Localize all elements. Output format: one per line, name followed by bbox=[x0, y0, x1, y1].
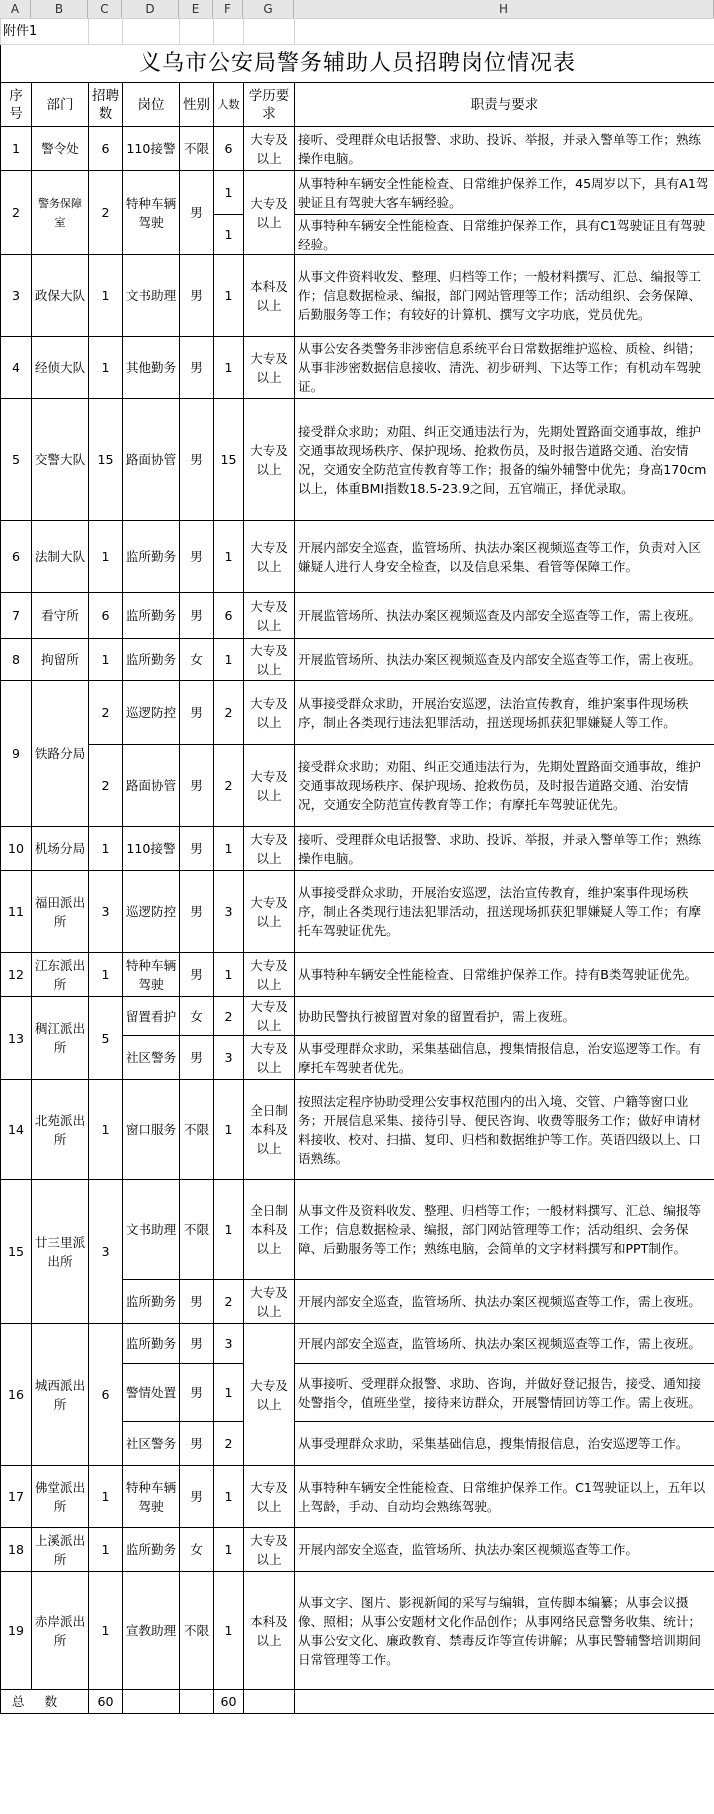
seq-cell[interactable]: 4 bbox=[1, 337, 32, 399]
duty-cell[interactable]: 开展监管场所、执法办案区视频巡查及内部安全巡查等工作，需上夜班。 bbox=[295, 593, 714, 639]
count-cell[interactable]: 1 bbox=[214, 639, 244, 681]
post-cell[interactable]: 社区警务 bbox=[123, 1422, 180, 1466]
edu-cell[interactable]: 大专及以上 bbox=[244, 1324, 295, 1466]
post-cell[interactable]: 路面协管 bbox=[123, 745, 180, 827]
edu-cell[interactable]: 大专及以上 bbox=[244, 521, 295, 593]
recruit-cell[interactable]: 1 bbox=[89, 521, 123, 593]
edu-cell[interactable]: 大专及以上 bbox=[244, 593, 295, 639]
recruit-cell[interactable]: 1 bbox=[89, 1080, 123, 1180]
count-cell[interactable]: 3 bbox=[214, 871, 244, 953]
column-header-d[interactable]: D bbox=[122, 0, 179, 18]
recruit-cell[interactable]: 15 bbox=[89, 399, 123, 521]
seq-cell[interactable]: 10 bbox=[1, 827, 32, 871]
total-label[interactable]: 总数 bbox=[1, 1690, 89, 1714]
count-cell[interactable]: 6 bbox=[214, 593, 244, 639]
post-cell[interactable]: 监所勤务 bbox=[123, 1324, 180, 1364]
dept-cell[interactable]: 机场分局 bbox=[32, 827, 89, 871]
duty-cell[interactable]: 从事特种车辆安全性能检查、日常维护保养工作。C1驾驶证以上，五年以上驾龄，手动、自动均会熟练驾驶。 bbox=[295, 1466, 714, 1528]
empty-cell[interactable] bbox=[244, 19, 295, 45]
gender-cell[interactable]: 不限 bbox=[180, 127, 214, 171]
table-row bbox=[1, 521, 714, 593]
post-cell[interactable]: 社区警务 bbox=[123, 1036, 180, 1080]
gender-cell[interactable]: 不限 bbox=[180, 1180, 214, 1280]
empty-cell[interactable] bbox=[123, 19, 180, 45]
post-cell[interactable]: 留置看护 bbox=[123, 997, 180, 1036]
count-cell[interactable]: 15 bbox=[214, 399, 244, 521]
post-cell[interactable]: 监所勤务 bbox=[123, 521, 180, 593]
dept-cell[interactable]: 法制大队 bbox=[32, 521, 89, 593]
recruitment-table bbox=[0, 18, 714, 1714]
duty-cell[interactable]: 按照法定程序协助受理公安事权范围内的出入境、交管、户籍等窗口业务；开展信息采集、接待引导、便民咨询、收费等服务工作；做好申请材料接收、校对、扫描、复印、归档和数据维护等工作。英语四级以上、口语熟练。 bbox=[295, 1080, 714, 1180]
count-cell[interactable]: 1 bbox=[214, 1466, 244, 1528]
gender-cell[interactable]: 男 bbox=[180, 681, 214, 745]
gender-cell[interactable]: 男 bbox=[180, 1466, 214, 1528]
post-cell[interactable]: 特种车辆驾驶 bbox=[123, 1466, 180, 1528]
count-cell[interactable]: 1 bbox=[214, 1180, 244, 1280]
empty-cell[interactable] bbox=[214, 19, 244, 45]
table-row bbox=[1, 639, 714, 681]
dept-cell[interactable]: 廿三里派出所 bbox=[32, 1180, 89, 1324]
gender-cell[interactable]: 男 bbox=[180, 521, 214, 593]
empty-cell[interactable] bbox=[89, 19, 123, 45]
gender-cell[interactable]: 男 bbox=[180, 827, 214, 871]
seq-cell[interactable]: 2 bbox=[1, 171, 32, 255]
post-cell[interactable]: 警情处置 bbox=[123, 1364, 180, 1422]
duty-cell[interactable]: 从事特种车辆安全性能检查、日常维护保养工作。持有B类驾驶证优先。 bbox=[295, 953, 714, 997]
table-row bbox=[1, 827, 714, 871]
post-cell[interactable]: 巡逻防控 bbox=[123, 681, 180, 745]
post-cell[interactable]: 监所勤务 bbox=[123, 593, 180, 639]
post-cell[interactable]: 其他勤务 bbox=[123, 337, 180, 399]
column-header-h[interactable]: H bbox=[294, 0, 714, 18]
count-cell[interactable]: 1 bbox=[214, 215, 244, 255]
duty-cell[interactable]: 接受群众求助；劝阻、纠正交通违法行为，先期处置路面交通事故，维护交通事故现场秩序、保护现场、抢救伤员，及时报告道路交通、治安情况，交通安全防范宣传教育等工作；报备的编外辅警中优先；身高170cm以上，体重BMI指数18.5-23.9之间，五官端正，择优录取。 bbox=[295, 399, 714, 521]
seq-cell[interactable]: 12 bbox=[1, 953, 32, 997]
duty-cell[interactable]: 开展内部安全巡查，监管场所、执法办案区视频巡查等工作，负责对入区嫌疑人进行人身安全检查，以及信息采集、看管等保障工作。 bbox=[295, 521, 714, 593]
table-row bbox=[1, 399, 714, 521]
post-cell[interactable]: 宣教助理 bbox=[123, 1572, 180, 1690]
table-row bbox=[1, 871, 714, 953]
column-header-c[interactable]: C bbox=[88, 0, 122, 18]
duty-cell[interactable]: 从事受理群众求助，采集基础信息，搜集情报信息，治安巡逻等工作。有摩托车驾驶者优先。 bbox=[295, 1036, 714, 1080]
table-row bbox=[1, 1324, 714, 1364]
table-row bbox=[1, 127, 714, 171]
count-cell[interactable]: 1 bbox=[214, 337, 244, 399]
table-row bbox=[1, 953, 714, 997]
dept-cell[interactable]: 铁路分局 bbox=[32, 681, 89, 827]
count-cell[interactable]: 1 bbox=[214, 1364, 244, 1422]
gender-cell[interactable]: 男 bbox=[180, 1280, 214, 1324]
dept-cell[interactable]: 北苑派出所 bbox=[32, 1080, 89, 1180]
post-cell[interactable]: 路面协管 bbox=[123, 399, 180, 521]
recruit-cell[interactable]: 5 bbox=[89, 997, 123, 1080]
header-dept[interactable]: 部门 bbox=[32, 83, 89, 127]
count-cell[interactable]: 2 bbox=[214, 1422, 244, 1466]
recruit-cell[interactable]: 1 bbox=[89, 827, 123, 871]
recruit-cell[interactable]: 2 bbox=[89, 681, 123, 745]
edu-cell[interactable]: 大专及以上 bbox=[244, 1466, 295, 1528]
gender-cell[interactable]: 女 bbox=[180, 1528, 214, 1572]
count-cell[interactable]: 2 bbox=[214, 997, 244, 1036]
dept-cell[interactable]: 江东派出所 bbox=[32, 953, 89, 997]
edu-cell[interactable]: 大专及以上 bbox=[244, 827, 295, 871]
empty-cell[interactable] bbox=[180, 1690, 214, 1714]
recruit-cell[interactable]: 6 bbox=[89, 1324, 123, 1466]
recruit-cell[interactable]: 1 bbox=[89, 337, 123, 399]
header-edu[interactable]: 学历要求 bbox=[244, 83, 295, 127]
post-cell[interactable]: 监所勤务 bbox=[123, 1280, 180, 1324]
gender-cell[interactable]: 不限 bbox=[180, 1572, 214, 1690]
gender-cell[interactable]: 男 bbox=[180, 953, 214, 997]
post-cell[interactable]: 监所勤务 bbox=[123, 1528, 180, 1572]
gender-cell[interactable]: 男 bbox=[180, 255, 214, 337]
gender-cell[interactable]: 男 bbox=[180, 745, 214, 827]
duty-cell[interactable]: 从事接受群众求助，开展治安巡逻，法治宣传教育，维护案事件现场秩序，制止各类现行违法犯罪活动，扭送现场抓获犯罪嫌疑人等工作。 bbox=[295, 681, 714, 745]
header-count[interactable]: 人数 bbox=[214, 83, 244, 127]
recruit-cell[interactable]: 1 bbox=[89, 953, 123, 997]
dept-cell[interactable]: 福田派出所 bbox=[32, 871, 89, 953]
count-cell[interactable]: 2 bbox=[214, 745, 244, 827]
seq-cell[interactable]: 13 bbox=[1, 997, 32, 1080]
table-row bbox=[1, 1180, 714, 1280]
gender-cell[interactable]: 男 bbox=[180, 337, 214, 399]
duty-cell[interactable]: 从事接受群众求助，开展治安巡逻，法治宣传教育，维护案事件现场秩序，制止各类现行违法犯罪活动，扭送现场抓获犯罪嫌疑人等工作；有摩托车驾驶证优先。 bbox=[295, 871, 714, 953]
duty-cell[interactable]: 从事接听、受理群众报警、求助、咨询，并做好登记报告，接受、通知接处警指令，值班坐堂，接待来访群众，开展警情回访等工作。需上夜班。 bbox=[295, 1364, 714, 1422]
edu-cell[interactable]: 本科及以上 bbox=[244, 255, 295, 337]
edu-cell[interactable]: 大专及以上 bbox=[244, 681, 295, 745]
edu-cell[interactable]: 大专及以上 bbox=[244, 1280, 295, 1324]
empty-cell[interactable] bbox=[244, 1690, 295, 1714]
count-cell[interactable]: 1 bbox=[214, 827, 244, 871]
empty-cell[interactable] bbox=[180, 19, 214, 45]
edu-cell[interactable]: 大专及以上 bbox=[244, 337, 295, 399]
table-row bbox=[1, 1572, 714, 1690]
seq-cell[interactable]: 1 bbox=[1, 127, 32, 171]
edu-cell[interactable]: 大专及以上 bbox=[244, 399, 295, 521]
header-duty[interactable]: 职责与要求 bbox=[295, 83, 714, 127]
edu-cell[interactable]: 全日制本科及以上 bbox=[244, 1180, 295, 1280]
recruit-cell[interactable]: 1 bbox=[89, 1466, 123, 1528]
recruit-cell[interactable]: 1 bbox=[89, 1528, 123, 1572]
dept-cell[interactable]: 看守所 bbox=[32, 593, 89, 639]
gender-cell[interactable]: 男 bbox=[180, 1422, 214, 1466]
count-cell[interactable]: 1 bbox=[214, 1572, 244, 1690]
seq-cell[interactable]: 9 bbox=[1, 681, 32, 827]
duty-cell[interactable]: 从事特种车辆安全性能检查、日常维护保养工作，45周岁以下，具有A1驾驶证且有驾驶大客车辆经验。 bbox=[295, 171, 714, 215]
attachment-label[interactable]: 附件1 bbox=[1, 19, 89, 45]
edu-cell[interactable]: 大专及以上 bbox=[244, 1036, 295, 1080]
duty-cell[interactable]: 接听、受理群众电话报警、求助、投诉、举报，并录入警单等工作；熟练操作电脑。 bbox=[295, 827, 714, 871]
column-header-bar bbox=[0, 0, 714, 19]
column-header-b[interactable]: B bbox=[31, 0, 88, 18]
count-cell[interactable]: 1 bbox=[214, 521, 244, 593]
empty-cell[interactable] bbox=[295, 1690, 714, 1714]
spreadsheet-sheet bbox=[0, 18, 714, 1714]
seq-cell[interactable]: 3 bbox=[1, 255, 32, 337]
empty-cell[interactable] bbox=[295, 19, 714, 45]
seq-cell[interactable]: 14 bbox=[1, 1080, 32, 1180]
duty-cell[interactable]: 开展内部安全巡查，监管场所、执法办案区视频巡查等工作。 bbox=[295, 1528, 714, 1572]
seq-cell[interactable]: 7 bbox=[1, 593, 32, 639]
total-row bbox=[1, 1690, 714, 1714]
header-post[interactable]: 岗位 bbox=[123, 83, 180, 127]
seq-cell[interactable]: 8 bbox=[1, 639, 32, 681]
gender-cell[interactable]: 男 bbox=[180, 871, 214, 953]
edu-cell[interactable]: 大专及以上 bbox=[244, 127, 295, 171]
recruit-cell[interactable]: 1 bbox=[89, 639, 123, 681]
post-cell[interactable]: 文书助理 bbox=[123, 255, 180, 337]
column-header-f[interactable]: F bbox=[213, 0, 243, 18]
dept-cell[interactable]: 赤岸派出所 bbox=[32, 1572, 89, 1690]
recruit-cell[interactable]: 1 bbox=[89, 255, 123, 337]
dept-cell[interactable]: 警令处 bbox=[32, 127, 89, 171]
gender-cell[interactable]: 男 bbox=[180, 1324, 214, 1364]
edu-cell[interactable]: 大专及以上 bbox=[244, 1528, 295, 1572]
edu-cell[interactable]: 本科及以上 bbox=[244, 1572, 295, 1690]
recruit-cell[interactable]: 2 bbox=[89, 171, 123, 255]
count-cell[interactable]: 1 bbox=[214, 255, 244, 337]
edu-cell[interactable]: 大专及以上 bbox=[244, 171, 295, 255]
count-cell[interactable]: 1 bbox=[214, 1528, 244, 1572]
count-cell[interactable]: 1 bbox=[214, 1080, 244, 1180]
gender-cell[interactable]: 男 bbox=[180, 1036, 214, 1080]
table-row bbox=[1, 171, 714, 215]
dept-cell[interactable]: 佛堂派出所 bbox=[32, 1466, 89, 1528]
column-header-a[interactable]: A bbox=[0, 0, 31, 18]
duty-cell[interactable]: 从事文件及资料收发、整理、归档等工作；一般材料撰写、汇总、编报等工作；信息数据检录、编报，部门网站管理等工作；活动组织、会务保障、后勤服务等工作；熟练电脑，会简单的文字材料撰写和PPT制作。 bbox=[295, 1180, 714, 1280]
table-row bbox=[1, 681, 714, 745]
count-cell[interactable]: 2 bbox=[214, 681, 244, 745]
column-header-g[interactable]: G bbox=[243, 0, 294, 18]
header-seq[interactable]: 序号 bbox=[1, 83, 32, 127]
edu-cell[interactable]: 全日制本科及以上 bbox=[244, 1080, 295, 1180]
post-cell[interactable]: 巡逻防控 bbox=[123, 871, 180, 953]
gender-cell[interactable]: 男 bbox=[180, 171, 214, 255]
table-row bbox=[1, 745, 714, 827]
duty-cell[interactable]: 接听、受理群众电话报警、求助、投诉、举报，并录入警单等工作；熟练操作电脑。 bbox=[295, 127, 714, 171]
table-row bbox=[1, 1080, 714, 1180]
gender-cell[interactable]: 男 bbox=[180, 1364, 214, 1422]
seq-cell[interactable]: 16 bbox=[1, 1324, 32, 1466]
edu-cell[interactable]: 大专及以上 bbox=[244, 953, 295, 997]
edu-cell[interactable]: 大专及以上 bbox=[244, 745, 295, 827]
gender-cell[interactable]: 女 bbox=[180, 639, 214, 681]
table-row bbox=[1, 593, 714, 639]
duty-cell[interactable]: 开展监管场所、执法办案区视频巡查及内部安全巡查等工作，需上夜班。 bbox=[295, 639, 714, 681]
dept-cell[interactable]: 警务保障室 bbox=[32, 171, 89, 255]
count-cell[interactable]: 3 bbox=[214, 1036, 244, 1080]
post-cell[interactable]: 特种车辆驾驶 bbox=[123, 171, 180, 255]
post-cell[interactable]: 窗口服务 bbox=[123, 1080, 180, 1180]
seq-cell[interactable]: 17 bbox=[1, 1466, 32, 1528]
count-cell[interactable]: 1 bbox=[214, 953, 244, 997]
seq-cell[interactable]: 15 bbox=[1, 1180, 32, 1324]
table-row bbox=[1, 1528, 714, 1572]
count-cell[interactable]: 6 bbox=[214, 127, 244, 171]
post-cell[interactable]: 110接警 bbox=[123, 827, 180, 871]
count-cell[interactable]: 1 bbox=[214, 171, 244, 215]
dept-cell[interactable]: 经侦大队 bbox=[32, 337, 89, 399]
edu-cell[interactable]: 大专及以上 bbox=[244, 871, 295, 953]
header-recruit[interactable]: 招聘数 bbox=[89, 83, 123, 127]
gender-cell[interactable]: 男 bbox=[180, 593, 214, 639]
duty-cell[interactable]: 协助民警执行被留置对象的留置看护，需上夜班。 bbox=[295, 997, 714, 1036]
recruit-cell[interactable]: 6 bbox=[89, 127, 123, 171]
duty-cell[interactable]: 开展内部安全巡查，监管场所、执法办案区视频巡查等工作，需上夜班。 bbox=[295, 1324, 714, 1364]
dept-cell[interactable]: 拘留所 bbox=[32, 639, 89, 681]
seq-cell[interactable]: 19 bbox=[1, 1572, 32, 1690]
post-cell[interactable]: 特种车辆驾驶 bbox=[123, 953, 180, 997]
seq-cell[interactable]: 6 bbox=[1, 521, 32, 593]
post-cell[interactable]: 监所勤务 bbox=[123, 639, 180, 681]
gender-cell[interactable]: 男 bbox=[180, 399, 214, 521]
gender-cell[interactable]: 不限 bbox=[180, 1080, 214, 1180]
duty-cell[interactable]: 从事受理群众求助，采集基础信息，搜集情报信息，治安巡逻等工作。 bbox=[295, 1422, 714, 1466]
count-cell[interactable]: 2 bbox=[214, 1280, 244, 1324]
table-row bbox=[1, 1466, 714, 1528]
recruit-cell[interactable]: 6 bbox=[89, 593, 123, 639]
dept-cell[interactable]: 城西派出所 bbox=[32, 1324, 89, 1466]
duty-cell[interactable]: 从事文字、图片、影视新闻的采写与编辑，宣传脚本编纂；从事会议摄像、照相；从事公安题材文化作品创作；从事网络民意警务收集、统计；从事公安文化、廉政教育、禁毒反诈等宣传讲解；从事民警辅警培训期间日常管理等工作。 bbox=[295, 1572, 714, 1690]
dept-cell[interactable]: 稠江派出所 bbox=[32, 997, 89, 1080]
seq-cell[interactable]: 18 bbox=[1, 1528, 32, 1572]
duty-cell[interactable]: 从事特种车辆安全性能检查、日常维护保养工作，具有C1驾驶证且有驾驶经验。 bbox=[295, 215, 714, 255]
dept-cell[interactable]: 政保大队 bbox=[32, 255, 89, 337]
edu-cell[interactable]: 大专及以上 bbox=[244, 639, 295, 681]
dept-cell[interactable]: 上溪派出所 bbox=[32, 1528, 89, 1572]
table-row bbox=[1, 997, 714, 1036]
dept-cell[interactable]: 交警大队 bbox=[32, 399, 89, 521]
table-row bbox=[1, 337, 714, 399]
count-cell[interactable]: 3 bbox=[214, 1324, 244, 1364]
table-row bbox=[1, 255, 714, 337]
header-gender[interactable]: 性别 bbox=[180, 83, 214, 127]
duty-cell[interactable]: 从事公安各类警务非涉密信息系统平台日常数据维护巡检、质检、纠错；从事非涉密数据信息接收、清洗、初步研判、下达等工作；有机动车驾驶证。 bbox=[295, 337, 714, 399]
duty-cell[interactable]: 开展内部安全巡查，监管场所、执法办案区视频巡查等工作，需上夜班。 bbox=[295, 1280, 714, 1324]
page-title[interactable]: 义乌市公安局警务辅助人员招聘岗位情况表 bbox=[1, 45, 714, 83]
recruit-cell[interactable]: 3 bbox=[89, 871, 123, 953]
duty-cell[interactable]: 接受群众求助；劝阻、纠正交通违法行为，先期处置路面交通事故，维护交通事故现场秩序、保护现场、抢救伤员，及时报告道路交通、治安情况，交通安全防范宣传教育等工作；有摩托车驾驶证优先。 bbox=[295, 745, 714, 827]
duty-cell[interactable]: 从事文件资料收发、整理、归档等工作；一般材料撰写、汇总、编报等工作；信息数据检录、编报，部门网站管理等工作；活动组织、会务保障、后勤服务等工作；有较好的计算机、撰写文字功底，党员优先。 bbox=[295, 255, 714, 337]
empty-cell[interactable] bbox=[123, 1690, 180, 1714]
post-cell[interactable]: 110接警 bbox=[123, 127, 180, 171]
recruit-cell[interactable]: 1 bbox=[89, 1572, 123, 1690]
recruit-cell[interactable]: 3 bbox=[89, 1180, 123, 1324]
seq-cell[interactable]: 5 bbox=[1, 399, 32, 521]
post-cell[interactable]: 文书助理 bbox=[123, 1180, 180, 1280]
recruit-cell[interactable]: 2 bbox=[89, 745, 123, 827]
total-count[interactable]: 60 bbox=[214, 1690, 244, 1714]
total-recruit[interactable]: 60 bbox=[89, 1690, 123, 1714]
gender-cell[interactable]: 女 bbox=[180, 997, 214, 1036]
seq-cell[interactable]: 11 bbox=[1, 871, 32, 953]
edu-cell[interactable]: 大专及以上 bbox=[244, 997, 295, 1036]
column-header-e[interactable]: E bbox=[179, 0, 213, 18]
